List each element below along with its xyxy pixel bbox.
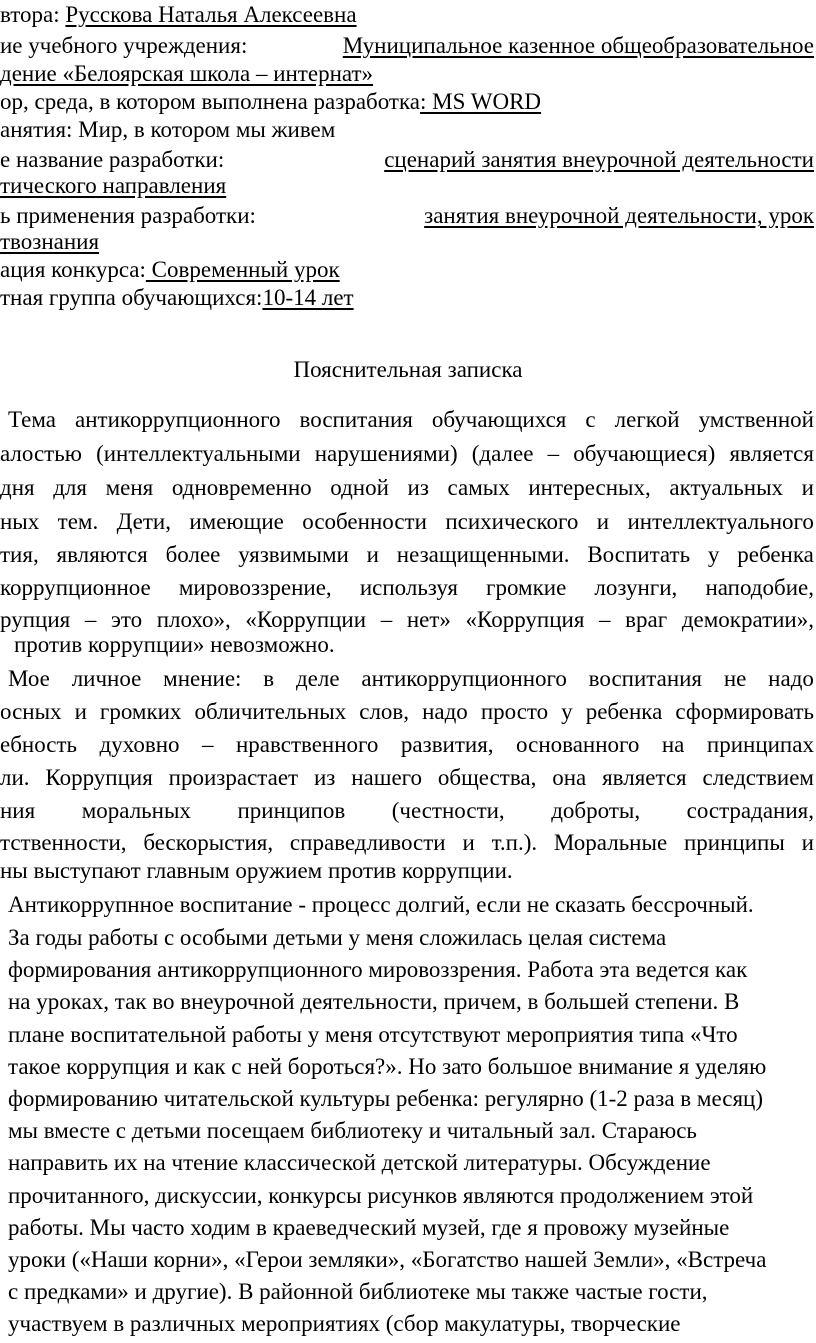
word: Моральные bbox=[553, 830, 668, 855]
application-line-2 bbox=[0, 228, 99, 256]
line-text bbox=[0, 474, 814, 502]
work-title-value: сценарий занятия внеурочной деятельности bbox=[384, 147, 814, 172]
word: демократии», bbox=[681, 607, 814, 632]
word: просто bbox=[480, 699, 549, 724]
word: у bbox=[561, 699, 573, 724]
institution-line bbox=[0, 32, 814, 60]
word: произрастает bbox=[168, 765, 299, 790]
line-text bbox=[0, 731, 814, 759]
word: психического bbox=[445, 509, 579, 534]
author-label: втора: bbox=[0, 2, 66, 27]
word: доброты, bbox=[551, 798, 641, 823]
line-text bbox=[0, 406, 814, 434]
word: обучающиеся) bbox=[573, 441, 716, 466]
paragraph-line bbox=[0, 474, 814, 502]
word: одновременно bbox=[171, 475, 312, 500]
age-group-line bbox=[0, 284, 354, 312]
author-line bbox=[0, 1, 357, 29]
word: рупция bbox=[0, 607, 71, 632]
word: и bbox=[462, 830, 475, 855]
line-text bbox=[0, 574, 814, 602]
word: лозунги, bbox=[594, 575, 678, 600]
word: из bbox=[313, 765, 336, 790]
word: обличительных bbox=[194, 699, 347, 724]
paragraph-line: участвуем в различных мероприятиях (сбор макулатуры, творческие bbox=[8, 1311, 681, 1336]
word: громкие bbox=[486, 575, 567, 600]
word: общества, bbox=[437, 765, 537, 790]
word: и bbox=[801, 475, 814, 500]
line-text bbox=[0, 797, 814, 825]
word: воспитания bbox=[299, 407, 413, 432]
work-title-label: е название разработки: bbox=[0, 147, 225, 172]
word: являются bbox=[56, 542, 148, 567]
word: плохо», bbox=[156, 607, 231, 632]
word: деле bbox=[295, 666, 340, 691]
word: слов, bbox=[359, 699, 410, 724]
paragraph-line: на уроках, так во внеурочной деятельности, причем, в большей степени. В bbox=[8, 989, 740, 1014]
paragraph-line: мы вместе с детьми посещаем библиотеку и читальный зал. Стараюсь bbox=[8, 1118, 697, 1143]
word: антикоррупционного bbox=[75, 407, 281, 432]
word: сформировать bbox=[675, 699, 814, 724]
paragraph-line bbox=[0, 541, 814, 569]
paragraph-line bbox=[0, 797, 814, 825]
word: умственной bbox=[698, 407, 814, 432]
paragraph-line: плане воспитательной работы у меня отсутствуют мероприятия типа «Что bbox=[8, 1022, 738, 1047]
nomination-label: ация конкурса: bbox=[0, 257, 146, 282]
line-text bbox=[0, 829, 814, 857]
word: для bbox=[53, 475, 87, 500]
work-title-value-2: тического направления bbox=[0, 173, 227, 198]
word: является bbox=[602, 765, 687, 790]
word: и bbox=[366, 542, 379, 567]
word: антикоррупционного bbox=[361, 666, 567, 691]
word: справедливости bbox=[289, 830, 446, 855]
word: тем. bbox=[57, 509, 99, 534]
application-value: занятия внеурочной деятельности, урок bbox=[424, 203, 814, 228]
paragraph-line bbox=[0, 764, 814, 792]
word: Мое bbox=[8, 666, 50, 691]
paragraph-line-last: против коррупции» невозможно. bbox=[14, 632, 335, 657]
word: осных bbox=[0, 699, 62, 724]
lesson-topic-line bbox=[0, 116, 335, 144]
paragraph-line bbox=[0, 606, 814, 634]
word: надо bbox=[422, 699, 468, 724]
word: это bbox=[110, 607, 143, 632]
word: тия, bbox=[0, 542, 39, 567]
word: не bbox=[723, 666, 747, 691]
paragraph-line bbox=[0, 698, 814, 726]
line-text bbox=[0, 508, 814, 536]
line-text bbox=[0, 440, 814, 468]
word: алостью bbox=[0, 441, 82, 466]
word: дня bbox=[0, 475, 35, 500]
word: меня bbox=[105, 475, 154, 500]
paragraph-line-last: ны выступают главным оружием против коррупции. bbox=[0, 858, 513, 883]
word: – bbox=[380, 607, 393, 632]
lesson-topic-text: анятия: Мир, в котором мы живем bbox=[0, 117, 336, 142]
word: Воспитать bbox=[587, 542, 691, 567]
word: следствием bbox=[702, 765, 814, 790]
institution-value: Муниципальное казенное общеобразовательное bbox=[342, 33, 814, 58]
word: «Коррупции bbox=[245, 607, 367, 632]
paragraph-line: Антикоррупнное воспитание - процесс долгий, если не сказать бессрочный. bbox=[8, 892, 754, 917]
paragraph-line: прочитанного, дискуссии, конкурсы рисунков являются продолжением этой bbox=[8, 1183, 754, 1208]
paragraph-line bbox=[0, 508, 814, 536]
line-text bbox=[0, 698, 814, 726]
work-title-line-2 bbox=[0, 172, 226, 200]
paragraph-line: такое коррупция и как с ней бороться?». Но зато большое внимание я уделяю bbox=[8, 1054, 767, 1079]
word: нашего bbox=[351, 765, 423, 790]
word: бескорыстия, bbox=[143, 830, 274, 855]
word: она bbox=[552, 765, 587, 790]
word: интересных, bbox=[528, 475, 651, 500]
line-text bbox=[0, 665, 814, 693]
paragraph-line bbox=[0, 440, 814, 468]
paragraph-line bbox=[0, 665, 814, 693]
line-text bbox=[0, 541, 814, 569]
application-value-2: твознания bbox=[0, 229, 100, 254]
word: более bbox=[165, 542, 221, 567]
word: (честности, bbox=[391, 798, 505, 823]
word: громких bbox=[99, 699, 182, 724]
word: (интеллектуальными bbox=[96, 441, 301, 466]
word: развития, bbox=[400, 732, 494, 757]
word: принципах bbox=[706, 732, 814, 757]
word: наподобие, bbox=[705, 575, 814, 600]
institution-label: ие учебного учреждения: bbox=[0, 33, 248, 58]
editor-value: : MS WORD bbox=[420, 89, 542, 114]
word: интеллектуального bbox=[627, 509, 814, 534]
word: мировоззрение, bbox=[178, 575, 332, 600]
paragraph-line: За годы работы с особыми детьми у меня сложилась целая система bbox=[8, 925, 667, 950]
word: незащищенными. bbox=[396, 542, 570, 567]
word: принципов bbox=[237, 798, 346, 823]
word: используя bbox=[359, 575, 458, 600]
line-text bbox=[0, 606, 814, 634]
word: имеющие bbox=[189, 509, 284, 534]
word: – bbox=[599, 607, 611, 632]
paragraph-line bbox=[0, 406, 814, 434]
word: нравственного bbox=[236, 732, 379, 757]
paragraph-line bbox=[0, 731, 814, 759]
word: воспитания bbox=[588, 666, 703, 691]
word: – bbox=[202, 732, 214, 757]
word: нарушениями) bbox=[314, 441, 458, 466]
word: у bbox=[707, 542, 720, 567]
institution-value-2: дение «Белоярская школа – интернат» bbox=[0, 61, 374, 86]
editor-line bbox=[0, 88, 541, 116]
paragraph-line: работы. Мы часто ходим в краеведческий музей, где я провожу музейные bbox=[8, 1215, 730, 1240]
word: и bbox=[801, 830, 814, 855]
word: особенности bbox=[302, 509, 427, 534]
nomination-value: Современный урок bbox=[145, 257, 340, 282]
paragraph-line: уроки («Наши корни», «Герои земляки», «Богатство нашей Земли», «Встреча bbox=[8, 1247, 767, 1272]
word: и bbox=[74, 699, 87, 724]
word: Коррупция bbox=[45, 765, 153, 790]
word: ных bbox=[0, 509, 40, 534]
word: ребенка bbox=[585, 699, 663, 724]
word: в bbox=[263, 666, 275, 691]
word: Тема bbox=[8, 407, 56, 432]
word: и bbox=[596, 509, 610, 534]
word: основанного bbox=[516, 732, 640, 757]
word: «Коррупция bbox=[465, 607, 585, 632]
word: т.п.). bbox=[491, 830, 538, 855]
paragraph-line bbox=[0, 574, 814, 602]
word: духовно bbox=[99, 732, 180, 757]
word: ли. bbox=[0, 765, 30, 790]
application-line bbox=[0, 202, 814, 230]
age-group-value: 10-14 лет bbox=[262, 285, 354, 310]
line-text bbox=[0, 764, 814, 792]
word: тственности, bbox=[0, 830, 127, 855]
word: надо bbox=[768, 666, 814, 691]
paragraph-line: с предками» и другие). В районной библиотеке мы также частые гости, bbox=[8, 1279, 708, 1304]
word: принципы bbox=[683, 830, 785, 855]
word: самых bbox=[447, 475, 510, 500]
paragraph-line: направить их на чтение классической детской литературы. Обсуждение bbox=[8, 1150, 711, 1175]
word: с bbox=[585, 407, 596, 432]
author-value: Русскова Наталья Алексеевна bbox=[65, 2, 357, 27]
section-title: Пояснительная записка bbox=[293, 357, 523, 382]
paragraph-line: формирования антикоррупционного мировоззрения. Работа эта ведется как bbox=[8, 957, 748, 982]
word: уязвимыми bbox=[238, 542, 349, 567]
word: – bbox=[84, 607, 97, 632]
word: одной bbox=[330, 475, 389, 500]
word: ния bbox=[0, 798, 36, 823]
word: нет» bbox=[406, 607, 451, 632]
word: коррупционное bbox=[0, 575, 151, 600]
word: враг bbox=[625, 607, 668, 632]
application-label: ь применения разработки: bbox=[0, 203, 256, 228]
institution-line-2 bbox=[0, 60, 373, 88]
word: личное bbox=[71, 666, 142, 691]
nomination-line bbox=[0, 256, 340, 284]
age-group-label: тная группа обучающихся: bbox=[0, 285, 263, 310]
word: легкой bbox=[614, 407, 680, 432]
word: является bbox=[729, 441, 814, 466]
editor-label: ор, среда, в котором выполнена разработка bbox=[0, 89, 421, 114]
word: моральных bbox=[81, 798, 191, 823]
word: (далее bbox=[471, 441, 534, 466]
word: актуальных bbox=[669, 475, 784, 500]
word: из bbox=[407, 475, 429, 500]
word: Дети, bbox=[116, 509, 171, 534]
word: сострадания, bbox=[686, 798, 814, 823]
word: – bbox=[547, 441, 560, 466]
paragraph-line: формированию читательской культуры ребенка: регулярно (1-2 раза в месяц) bbox=[8, 1086, 764, 1111]
word: на bbox=[661, 732, 685, 757]
word: ребенка bbox=[737, 542, 814, 567]
word: ебность bbox=[0, 732, 78, 757]
paragraph-line bbox=[0, 829, 814, 857]
word: обучающихся bbox=[431, 407, 567, 432]
work-title-line bbox=[0, 146, 814, 174]
word: мнение: bbox=[163, 666, 242, 691]
